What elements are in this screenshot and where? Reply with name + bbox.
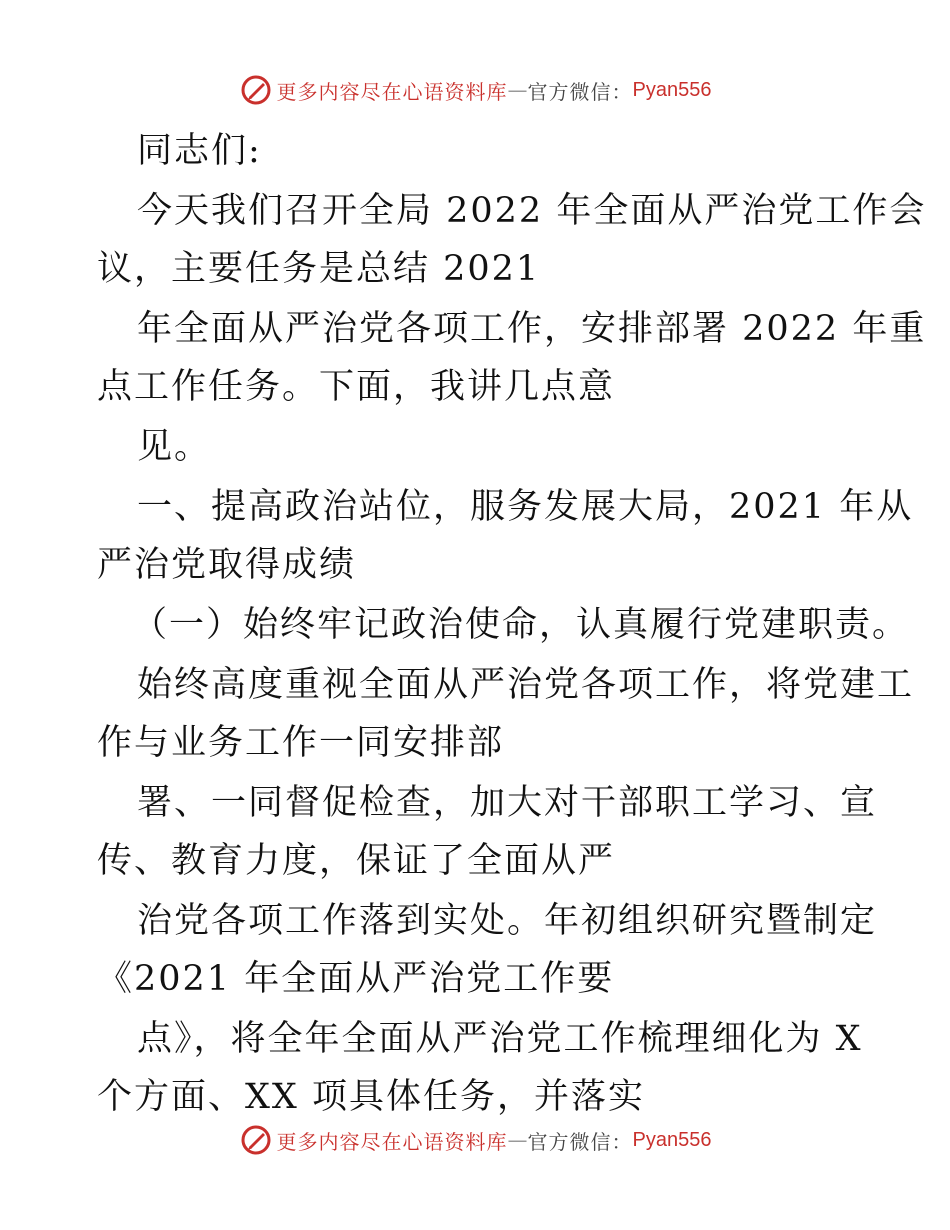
body-line: （一）始终牢记政治使命，认真履行党建职责。 (132, 605, 910, 645)
watermark-sub: 官方微信： (527, 1129, 633, 1154)
watermark-text: 更多内容尽在心语资料库 (276, 1129, 508, 1154)
watermark-footer (0, 1120, 950, 1160)
body-line: 始终高度重视全面从严治党各项工作，将党建工 (137, 665, 915, 705)
watermark-separator: — (507, 1128, 528, 1152)
body-line: 一、提高政治站位，服务发展大局，2021 年从 (137, 487, 914, 527)
body-line: 今天我们召开全局 2022 年全面从严治党工作会 (137, 191, 927, 231)
body-line: 个方面、XX 项具体任务，并落实 (97, 1077, 645, 1117)
body-line: 年全面从严治党各项工作，安排部署 2022 年重 (137, 309, 927, 349)
watermark-id: Pyan556 (632, 1128, 712, 1151)
body-line: 见。 (137, 427, 212, 467)
body-line: 同志们: (137, 131, 262, 171)
body-line: 严治党取得成绩 (97, 545, 357, 585)
body-line: 作与业务工作一同安排部 (97, 723, 505, 763)
pen-logo-icon (239, 1123, 273, 1157)
pen-logo-icon (239, 73, 273, 107)
body-line: 《2021 年全面从严治党工作要 (97, 959, 615, 999)
body-line: 议，主要任务是总结 2021 (97, 249, 541, 289)
body-line: 署、一同督促检查，加大对干部职工学习、宣 (137, 783, 878, 823)
watermark-sub: 官方微信： (527, 79, 633, 104)
watermark-header (0, 70, 950, 110)
body-line: 传、教育力度，保证了全面从严 (97, 841, 616, 881)
body-line: 点工作任务。下面，我讲几点意 (97, 367, 616, 407)
watermark-text: 更多内容尽在心语资料库 (276, 79, 508, 104)
watermark-id: Pyan556 (632, 78, 712, 101)
watermark-separator: — (507, 78, 528, 102)
body-line: 点》，将全年全面从严治党工作梳理细化为 X (137, 1019, 863, 1059)
body-line: 治党各项工作落到实处。年初组织研究暨制定 (137, 901, 878, 941)
